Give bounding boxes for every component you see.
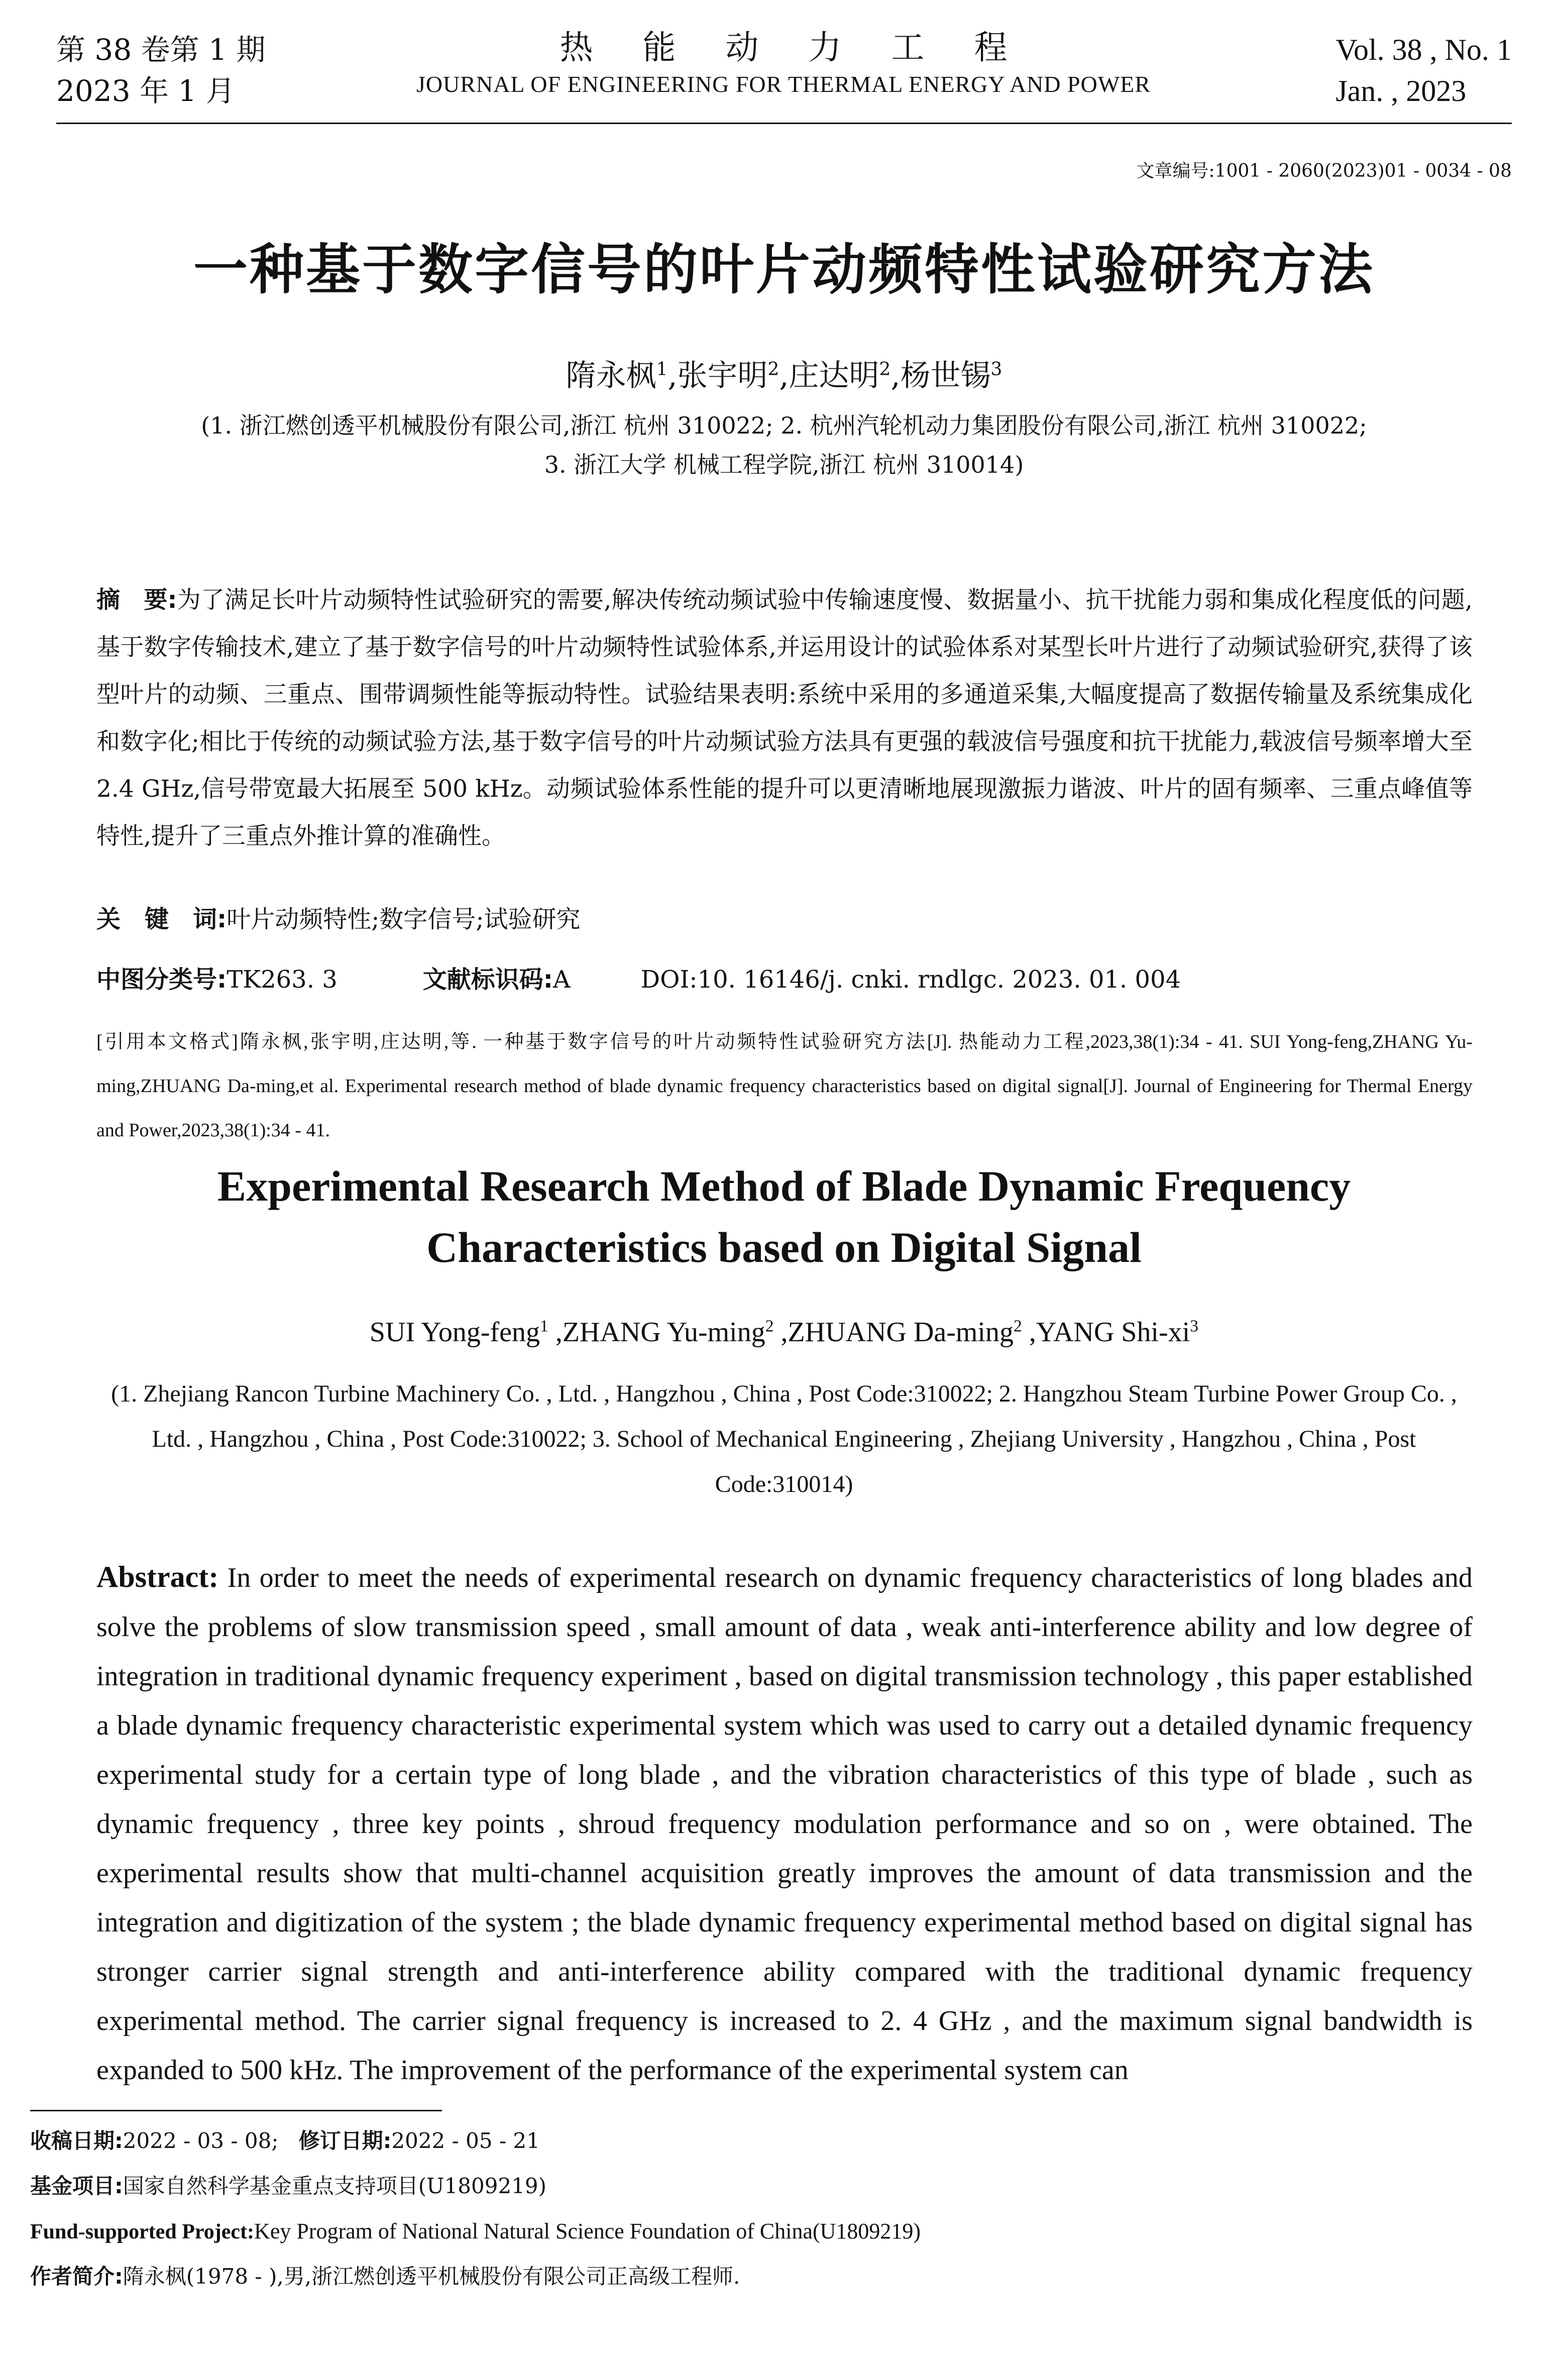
authors-cn [0, 352, 1568, 395]
keywords-label: 关 键 词: [96, 905, 227, 933]
title-en [56, 1155, 1512, 1278]
title-cn: 一种基于数字信号的叶片动频特性试验研究方法 [193, 239, 1375, 301]
author-name: 张宇明 [677, 358, 768, 393]
revised-label: 修订日期: [298, 2128, 392, 2153]
date-cn: 2023 年 1 月 [56, 74, 235, 108]
author-name: 庄达明 [789, 358, 879, 393]
keywords-text: 叶片动频特性;数字信号;试验研究 [227, 905, 581, 933]
citation-label: [引用本文格式] [96, 1031, 238, 1052]
author-name: YANG Shi-xi [1036, 1317, 1190, 1348]
journal-issue-cn [56, 29, 265, 112]
doc-code-label: 文献标识码: [422, 965, 553, 994]
author-separator: , [773, 1317, 788, 1348]
received-label: 收稿日期: [30, 2128, 123, 2153]
author-bio-text: 隋永枫(1978 - ),男,浙江燃创透平机械股份有限公司正高级工程师. [123, 2264, 740, 2289]
author-affiliation-mark: 3 [990, 359, 1002, 380]
doi: DOI:10. 16146/j. cnki. rndlgc. 2023. 01. 004 [640, 965, 1181, 994]
author-affiliation-mark: 2 [1014, 1317, 1022, 1336]
footnote-author [30, 2262, 1517, 2292]
footnote-rule [30, 2110, 442, 2111]
journal-issue-en [1335, 29, 1512, 112]
author-affiliation-mark: 1 [656, 359, 668, 380]
authors-en [0, 1316, 1568, 1348]
date-en: Jan. , 2023 [1335, 74, 1467, 108]
author-name: SUI Yong-feng [369, 1317, 540, 1348]
affiliation-line: 3. 浙江大学 机械工程学院,浙江 杭州 310014) [544, 451, 1024, 478]
abstract-text-cn: 为了满足长叶片动频特性试验研究的需要,解决传统动频试验中传输速度慢、数据量小、抗干扰能力弱和集成化程度低的问题,基于数字传输技术,建立了基于数字信号的叶片动频特性试验体系,并运用设计的试验体系对某型长叶片进行了动频试验研究,获得了该型叶片的动频、三重点、围带调频性能等振动特性。试验结果表明:系统中采用的多通道采集,大幅度提高了数据传输量及系统集成化和数字化;相比于传统的动频试验方法,基于数字信号的叶片动频试验方法具有更强的载波信号强度和抗干扰能力,载波信号频率增大至 2.4 GHz,信号带宽最大拓展至 500 kHz。动频试验体系性能的提升可以更清晰地展现激振力谐波、叶片的固有频率、三重点峰值等特性,提升了三重点外推计算的准确性。 [96, 586, 1473, 850]
footnote-fund-cn [30, 2171, 1517, 2201]
fund-en-label: Fund-supported Project: [30, 2220, 255, 2243]
author-separator: , [779, 358, 789, 393]
author-affiliation-mark: 1 [540, 1317, 548, 1336]
article-number: 文章编号:1001 - 2060(2023)01 - 0034 - 08 [1136, 161, 1512, 181]
journal-name [352, 26, 1215, 99]
author-name: ZHANG Yu-ming [562, 1317, 765, 1348]
affiliations-en: (1. Zhejiang Rancon Turbine Machinery Co. , Ltd. , Hangzhou , China , Post Code:310022; 2. Hangzhou Steam Turbine Power Group Co. , Ltd. , Hangzhou , China , Post Code:310022; 3. School of Mechanical Engineering , Zhejiang University , Hangzhou , China , Post Code:310014) [111, 1380, 1457, 1497]
author-affiliation-mark: 2 [767, 359, 779, 380]
revised-date: 2022 - 05 - 21 [391, 2128, 540, 2153]
clc-label: 中图分类号: [96, 965, 227, 994]
volume-issue-en: Vol. 38 , No. 1 [1335, 33, 1512, 66]
journal-name-en: JOURNAL OF ENGINEERING FOR THERMAL ENERGY AND POWER [416, 71, 1151, 97]
volume-issue-cn: 第 38 卷第 1 期 [56, 33, 266, 67]
author-bio-label: 作者简介: [30, 2264, 123, 2289]
title-en-line: Experimental Research Method of Blade Dynamic Frequency [217, 1162, 1351, 1210]
abstract-text-en: In order to meet the needs of experimental research on dynamic frequency characteristics of long blades and solve the problems of slow transmission speed , small amount of data , weak anti-interference ability and low degree of integration in traditional dynamic frequency experiment , based on digital transmission technology , this paper established a blade dynamic frequency characteristic experimental system which was used to carry out a detailed dynamic frequency experimental study for a certain type of long blade , and the vibration characteristics of this type of blade , such as dynamic frequency , three key points , shroud frequency modulation performance and so on , were obtained. The experimental results show that multi-channel acquisition greatly improves the amount of data transmission and the integration and digitization of the system ; the blade dynamic frequency experimental method based on digital signal has stronger carrier signal strength and anti-interference ability compared with the traditional dynamic frequency experimental method. The carrier signal frequency is increased to 2. 4 GHz , and the maximum signal bandwidth is expanded to 500 kHz. The improvement of the performance of the experimental system can [96, 1562, 1473, 2086]
fund-en-text: Key Program of National Natural Science Foundation of China(U1809219) [254, 2219, 921, 2243]
author-name: 隋永枫 [566, 358, 656, 393]
footnote-fund-en [30, 2216, 1517, 2247]
author-affiliation-mark: 2 [765, 1317, 774, 1336]
abstract-en [96, 1552, 1473, 2095]
author-separator: , [1022, 1317, 1036, 1348]
received-date: 2022 - 03 - 08; [123, 2128, 279, 2153]
author-affiliation-mark: 2 [879, 359, 891, 380]
keywords-cn [96, 899, 1473, 939]
fund-text: 国家自然科学基金重点支持项目(U1809219) [123, 2174, 547, 2198]
clc-value: TK263. 3 [227, 965, 338, 994]
abstract-cn [96, 577, 1473, 860]
affiliation-line: (1. 浙江燃创透平机械股份有限公司,浙江 杭州 310022; 2. 杭州汽轮机动力集团股份有限公司,浙江 杭州 310022; [201, 412, 1367, 439]
author-separator: , [548, 1317, 563, 1348]
abstract-label-en: Abstract: [96, 1560, 219, 1593]
affiliations-cn [70, 406, 1498, 484]
abstract-label-cn: 摘 要: [96, 586, 177, 614]
title-en-line: Characteristics based on Digital Signal [426, 1223, 1142, 1271]
author-affiliation-mark: 3 [1190, 1317, 1199, 1336]
author-separator: , [667, 358, 678, 393]
doc-code-value: A [552, 965, 571, 994]
fund-label: 基金项目: [30, 2174, 123, 2198]
footnote-dates [30, 2126, 1517, 2156]
header-rule [56, 123, 1512, 124]
journal-name-cn: 热能动力工程 [559, 28, 1057, 67]
citation [96, 1020, 1473, 1152]
author-name: 杨世锡 [900, 358, 991, 393]
author-name: ZHUANG Da-ming [788, 1317, 1014, 1348]
citation-text: 隋永枫,张宇明,庄达明,等. 一种基于数字信号的叶片动频特性试验研究方法[J]. 热能动力工程,2023,38(1):34 - 41. SUI Yong-feng,ZHANG Yu-ming,ZHUANG Da-ming,et al. Experimental research method of blade dynamic frequency characteristics based on digital signal[J]. Journal of Engineering for Thermal Energy and Power,2023,38(1):34 - 41. [96, 1031, 1473, 1141]
author-separator: , [890, 358, 901, 393]
classification-line [96, 959, 1473, 1000]
